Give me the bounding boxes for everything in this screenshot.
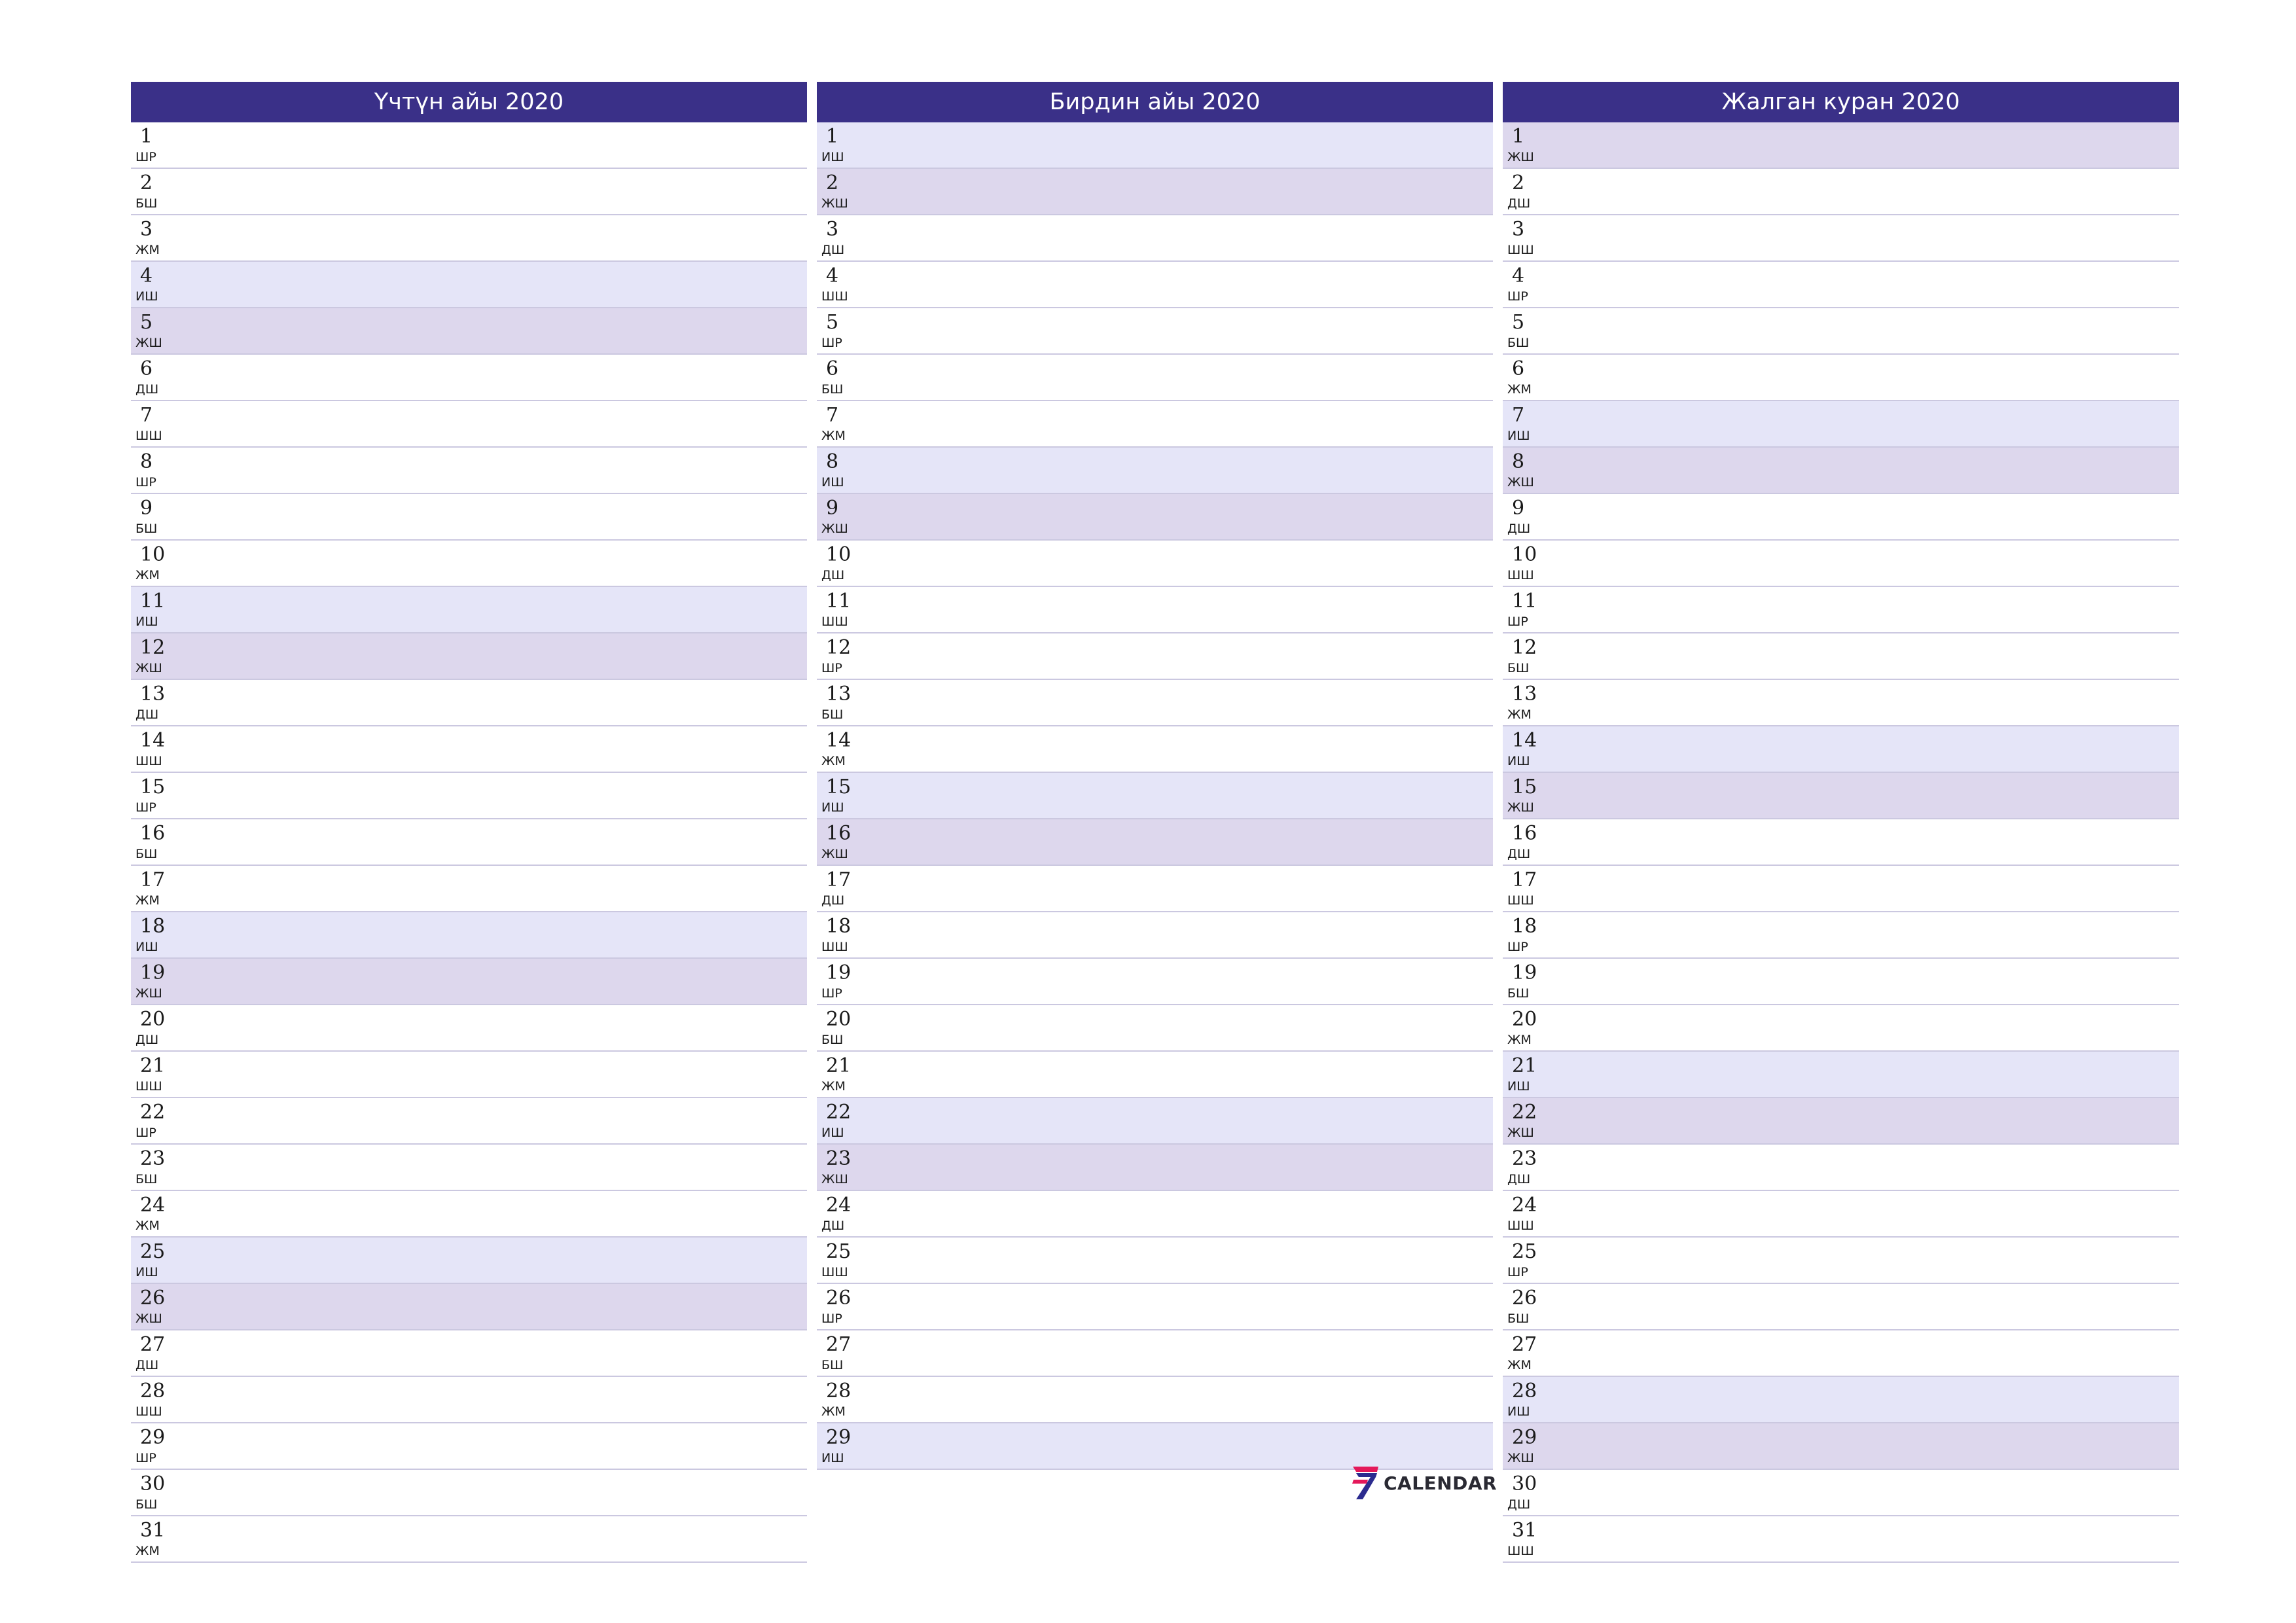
weekday-abbr: ЖМ bbox=[135, 893, 160, 908]
weekday-abbr: ЖШ bbox=[135, 1311, 162, 1326]
day-number: 20 bbox=[140, 1008, 166, 1031]
day-number: 10 bbox=[1512, 543, 1537, 566]
weekday-abbr: БШ bbox=[1507, 986, 1530, 1001]
day-row bbox=[1503, 726, 2179, 773]
day-row bbox=[817, 448, 1493, 494]
day-number: 27 bbox=[140, 1333, 166, 1356]
day-row bbox=[817, 587, 1493, 633]
weekday-abbr: ЖШ bbox=[1507, 800, 1534, 815]
day-row bbox=[1503, 587, 2179, 633]
weekday-abbr: ЖМ bbox=[1507, 1358, 1532, 1372]
day-number: 13 bbox=[140, 683, 166, 705]
day-row bbox=[817, 355, 1493, 401]
day-number: 7 bbox=[140, 404, 153, 427]
day-number: 12 bbox=[1512, 636, 1537, 659]
weekday-abbr: ШШ bbox=[1507, 1219, 1534, 1233]
weekday-abbr: ДШ bbox=[821, 1219, 845, 1233]
day-row bbox=[131, 1516, 807, 1563]
day-row bbox=[131, 215, 807, 262]
weekday-abbr: ЖМ bbox=[135, 1544, 160, 1558]
weekday-abbr: БШ bbox=[1507, 1311, 1530, 1326]
day-number: 11 bbox=[826, 590, 852, 613]
day-row bbox=[1503, 1005, 2179, 1052]
weekday-abbr: ЖШ bbox=[821, 1172, 848, 1186]
weekday-abbr: ШШ bbox=[821, 940, 848, 954]
day-number: 5 bbox=[826, 311, 839, 334]
weekday-abbr: ИШ bbox=[135, 1265, 158, 1279]
weekday-abbr: ШР bbox=[821, 336, 842, 350]
day-row bbox=[131, 262, 807, 308]
day-row bbox=[1503, 773, 2179, 819]
day-row bbox=[131, 1470, 807, 1516]
weekday-abbr: ЖМ bbox=[1507, 707, 1532, 722]
day-list bbox=[131, 122, 807, 1563]
weekday-abbr: ШШ bbox=[135, 1404, 162, 1419]
day-number: 16 bbox=[1512, 822, 1537, 845]
day-number: 17 bbox=[1512, 868, 1537, 891]
weekday-abbr: ИШ bbox=[821, 150, 844, 164]
day-row bbox=[1503, 959, 2179, 1005]
weekday-abbr: ШШ bbox=[135, 754, 162, 768]
weekday-abbr: ЖМ bbox=[821, 1404, 846, 1419]
day-number: 13 bbox=[826, 683, 852, 705]
weekday-abbr: БШ bbox=[821, 707, 844, 722]
weekday-abbr: ИШ bbox=[821, 1126, 844, 1140]
day-number: 15 bbox=[140, 776, 166, 798]
day-row bbox=[817, 912, 1493, 959]
day-list bbox=[817, 122, 1493, 1470]
weekday-abbr: ШР bbox=[1507, 289, 1528, 304]
day-number: 1 bbox=[140, 125, 153, 148]
day-number: 18 bbox=[826, 915, 852, 938]
weekday-abbr: БШ bbox=[135, 1172, 158, 1186]
day-number: 12 bbox=[140, 636, 166, 659]
day-number: 1 bbox=[1512, 125, 1525, 148]
day-number: 5 bbox=[1512, 311, 1525, 334]
weekday-abbr: ШР bbox=[135, 800, 156, 815]
day-row bbox=[131, 122, 807, 169]
day-number: 5 bbox=[140, 311, 153, 334]
day-row bbox=[817, 262, 1493, 308]
day-row bbox=[817, 215, 1493, 262]
day-number: 2 bbox=[140, 171, 153, 194]
weekday-abbr: ДШ bbox=[821, 893, 845, 908]
weekday-abbr: ЖШ bbox=[135, 986, 162, 1001]
day-number: 16 bbox=[826, 822, 852, 845]
day-number: 14 bbox=[140, 729, 166, 752]
day-row bbox=[1503, 1098, 2179, 1145]
day-number: 24 bbox=[140, 1194, 166, 1217]
day-number: 23 bbox=[140, 1147, 166, 1170]
weekday-abbr: ЖШ bbox=[1507, 475, 1534, 490]
weekday-abbr: ШШ bbox=[821, 289, 848, 304]
weekday-abbr: ДШ bbox=[1507, 196, 1531, 211]
day-row bbox=[817, 1284, 1493, 1330]
weekday-abbr: ШР bbox=[821, 661, 842, 675]
day-number: 25 bbox=[826, 1240, 852, 1263]
day-number: 28 bbox=[140, 1380, 166, 1402]
day-number: 8 bbox=[140, 450, 153, 473]
day-number: 16 bbox=[140, 822, 166, 845]
day-number: 22 bbox=[826, 1101, 852, 1124]
day-row bbox=[1503, 866, 2179, 912]
weekday-abbr: ШШ bbox=[1507, 1544, 1534, 1558]
day-row bbox=[817, 541, 1493, 587]
day-row bbox=[817, 169, 1493, 215]
day-row bbox=[1503, 1238, 2179, 1284]
weekday-abbr: ЖМ bbox=[1507, 1033, 1532, 1047]
weekday-abbr: БШ bbox=[1507, 336, 1530, 350]
day-number: 31 bbox=[140, 1519, 166, 1542]
day-row bbox=[1503, 1191, 2179, 1238]
day-number: 2 bbox=[826, 171, 839, 194]
day-number: 7 bbox=[1512, 404, 1525, 427]
day-row bbox=[131, 1423, 807, 1470]
weekday-abbr: ИШ bbox=[135, 940, 158, 954]
weekday-abbr: ШР bbox=[135, 1451, 156, 1465]
weekday-abbr: ДШ bbox=[1507, 522, 1531, 536]
day-row bbox=[131, 169, 807, 215]
day-number: 12 bbox=[826, 636, 852, 659]
day-row bbox=[131, 1098, 807, 1145]
weekday-abbr: ШШ bbox=[1507, 568, 1534, 582]
day-number: 14 bbox=[1512, 729, 1537, 752]
day-number: 13 bbox=[1512, 683, 1537, 705]
day-number: 19 bbox=[826, 961, 852, 984]
weekday-abbr: ИШ bbox=[821, 1451, 844, 1465]
day-row bbox=[817, 401, 1493, 448]
day-row bbox=[1503, 308, 2179, 355]
weekday-abbr: БШ bbox=[135, 522, 158, 536]
weekday-abbr: ЖМ bbox=[135, 243, 160, 257]
day-row bbox=[1503, 494, 2179, 541]
day-number: 6 bbox=[826, 357, 839, 380]
day-row bbox=[1503, 912, 2179, 959]
day-row bbox=[1503, 1423, 2179, 1470]
day-row bbox=[131, 541, 807, 587]
weekday-abbr: ШР bbox=[1507, 1265, 1528, 1279]
day-number: 3 bbox=[826, 218, 839, 241]
day-row bbox=[1503, 355, 2179, 401]
day-number: 21 bbox=[1512, 1054, 1537, 1077]
day-row bbox=[817, 959, 1493, 1005]
day-row bbox=[131, 1005, 807, 1052]
weekday-abbr: БШ bbox=[821, 382, 844, 397]
day-row bbox=[817, 494, 1493, 541]
weekday-abbr: ДШ bbox=[821, 243, 845, 257]
day-row bbox=[131, 1377, 807, 1423]
weekday-abbr: БШ bbox=[135, 1497, 158, 1512]
day-number: 8 bbox=[1512, 450, 1525, 473]
day-row bbox=[1503, 680, 2179, 726]
weekday-abbr: ШШ bbox=[821, 615, 848, 629]
day-number: 9 bbox=[826, 497, 839, 520]
month-header: Жалган куран 2020 bbox=[1503, 82, 2179, 122]
day-row bbox=[817, 726, 1493, 773]
day-row bbox=[131, 1145, 807, 1191]
day-number: 19 bbox=[1512, 961, 1537, 984]
day-number: 2 bbox=[1512, 171, 1525, 194]
month-header: Үчтүн айы 2020 bbox=[131, 82, 807, 122]
day-row bbox=[131, 1052, 807, 1098]
weekday-abbr: ДШ bbox=[1507, 1172, 1531, 1186]
day-number: 18 bbox=[140, 915, 166, 938]
day-row bbox=[131, 1284, 807, 1330]
day-number: 23 bbox=[1512, 1147, 1537, 1170]
day-row bbox=[131, 866, 807, 912]
day-row bbox=[131, 633, 807, 680]
weekday-abbr: ШШ bbox=[821, 1265, 848, 1279]
day-row bbox=[1503, 1330, 2179, 1377]
day-row bbox=[1503, 169, 2179, 215]
day-number: 7 bbox=[826, 404, 839, 427]
day-number: 11 bbox=[1512, 590, 1537, 613]
month-column-2 bbox=[817, 82, 1493, 1470]
day-row bbox=[817, 819, 1493, 866]
day-number: 1 bbox=[826, 125, 839, 148]
weekday-abbr: ДШ bbox=[135, 1033, 159, 1047]
day-row bbox=[131, 1238, 807, 1284]
day-row bbox=[131, 401, 807, 448]
day-number: 15 bbox=[1512, 776, 1537, 798]
day-row bbox=[131, 912, 807, 959]
weekday-abbr: БШ bbox=[1507, 661, 1530, 675]
day-number: 29 bbox=[826, 1426, 852, 1449]
weekday-abbr: ШР bbox=[821, 986, 842, 1001]
day-number: 26 bbox=[140, 1287, 166, 1310]
day-row bbox=[817, 1377, 1493, 1423]
day-number: 21 bbox=[140, 1054, 166, 1077]
day-row bbox=[817, 680, 1493, 726]
day-row bbox=[1503, 122, 2179, 169]
day-number: 22 bbox=[140, 1101, 166, 1124]
day-number: 9 bbox=[140, 497, 153, 520]
day-row bbox=[131, 680, 807, 726]
weekday-abbr: ИШ bbox=[1507, 429, 1530, 443]
day-list bbox=[1503, 122, 2179, 1563]
day-row bbox=[1503, 1145, 2179, 1191]
day-row bbox=[131, 308, 807, 355]
day-row bbox=[1503, 1052, 2179, 1098]
day-number: 25 bbox=[1512, 1240, 1537, 1263]
day-number: 14 bbox=[826, 729, 852, 752]
day-row bbox=[817, 1052, 1493, 1098]
weekday-abbr: ЖШ bbox=[821, 522, 848, 536]
day-row bbox=[817, 1330, 1493, 1377]
day-number: 20 bbox=[1512, 1008, 1537, 1031]
weekday-abbr: ШШ bbox=[135, 429, 162, 443]
day-number: 3 bbox=[140, 218, 153, 241]
day-number: 19 bbox=[140, 961, 166, 984]
day-number: 31 bbox=[1512, 1519, 1537, 1542]
weekday-abbr: ШШ bbox=[1507, 243, 1534, 257]
weekday-abbr: ЖМ bbox=[135, 568, 160, 582]
day-row bbox=[131, 773, 807, 819]
month-header: Бирдин айы 2020 bbox=[817, 82, 1493, 122]
weekday-abbr: ШР bbox=[135, 150, 156, 164]
weekday-abbr: ДШ bbox=[821, 568, 845, 582]
day-number: 10 bbox=[826, 543, 852, 566]
day-row bbox=[131, 355, 807, 401]
weekday-abbr: ДШ bbox=[135, 707, 159, 722]
day-row bbox=[131, 1191, 807, 1238]
day-row bbox=[817, 1098, 1493, 1145]
weekday-abbr: ЖШ bbox=[1507, 1451, 1534, 1465]
day-number: 17 bbox=[140, 868, 166, 891]
weekday-abbr: ЖШ bbox=[1507, 150, 1534, 164]
day-number: 24 bbox=[1512, 1194, 1537, 1217]
weekday-abbr: ИШ bbox=[1507, 1404, 1530, 1419]
month-column-3 bbox=[1503, 82, 2179, 1563]
weekday-abbr: ЖМ bbox=[135, 1219, 160, 1233]
day-row bbox=[1503, 1284, 2179, 1330]
day-row bbox=[131, 819, 807, 866]
day-number: 15 bbox=[826, 776, 852, 798]
seven-logo-icon bbox=[1351, 1465, 1380, 1501]
weekday-abbr: ЖШ bbox=[821, 196, 848, 211]
weekday-abbr: ДШ bbox=[135, 382, 159, 397]
day-row bbox=[817, 308, 1493, 355]
weekday-abbr: ЖШ bbox=[135, 336, 162, 350]
logo-text: CALENDAR bbox=[1384, 1472, 1498, 1494]
day-row bbox=[817, 122, 1493, 169]
day-row bbox=[1503, 819, 2179, 866]
day-number: 26 bbox=[1512, 1287, 1537, 1310]
weekday-abbr: БШ bbox=[821, 1033, 844, 1047]
day-row bbox=[817, 1423, 1493, 1470]
month-column-1 bbox=[131, 82, 807, 1563]
weekday-abbr: БШ bbox=[821, 1358, 844, 1372]
day-row bbox=[817, 1238, 1493, 1284]
weekday-abbr: ЖШ bbox=[135, 661, 162, 675]
day-row bbox=[131, 494, 807, 541]
day-row bbox=[1503, 448, 2179, 494]
day-row bbox=[1503, 1516, 2179, 1563]
day-row bbox=[817, 1191, 1493, 1238]
weekday-abbr: ДШ bbox=[1507, 1497, 1531, 1512]
day-number: 4 bbox=[1512, 264, 1525, 287]
day-number: 4 bbox=[140, 264, 153, 287]
day-number: 29 bbox=[140, 1426, 166, 1449]
day-number: 28 bbox=[1512, 1380, 1537, 1402]
day-row bbox=[1503, 633, 2179, 680]
weekday-abbr: ИШ bbox=[135, 289, 158, 304]
day-row bbox=[131, 726, 807, 773]
day-number: 28 bbox=[826, 1380, 852, 1402]
weekday-abbr: ЖШ bbox=[821, 847, 848, 861]
day-number: 22 bbox=[1512, 1101, 1537, 1124]
weekday-abbr: ЖШ bbox=[1507, 1126, 1534, 1140]
day-row bbox=[1503, 262, 2179, 308]
weekday-abbr: ШШ bbox=[1507, 893, 1534, 908]
day-row bbox=[817, 866, 1493, 912]
weekday-abbr: ДШ bbox=[1507, 847, 1531, 861]
day-row bbox=[1503, 1470, 2179, 1516]
day-row bbox=[817, 773, 1493, 819]
day-row bbox=[131, 1330, 807, 1377]
day-number: 26 bbox=[826, 1287, 852, 1310]
weekday-abbr: ШР bbox=[135, 1126, 156, 1140]
day-row bbox=[1503, 541, 2179, 587]
day-number: 27 bbox=[1512, 1333, 1537, 1356]
weekday-abbr: ШР bbox=[1507, 615, 1528, 629]
weekday-abbr: ШР bbox=[821, 1311, 842, 1326]
day-row bbox=[131, 448, 807, 494]
weekday-abbr: ШР bbox=[1507, 940, 1528, 954]
day-number: 29 bbox=[1512, 1426, 1537, 1449]
day-row bbox=[1503, 401, 2179, 448]
day-number: 11 bbox=[140, 590, 166, 613]
weekday-abbr: ЖМ bbox=[1507, 382, 1532, 397]
day-number: 8 bbox=[826, 450, 839, 473]
day-number: 27 bbox=[826, 1333, 852, 1356]
day-row bbox=[817, 633, 1493, 680]
day-row bbox=[131, 587, 807, 633]
day-number: 9 bbox=[1512, 497, 1525, 520]
day-number: 17 bbox=[826, 868, 852, 891]
weekday-abbr: ИШ bbox=[821, 475, 844, 490]
day-number: 30 bbox=[1512, 1472, 1537, 1495]
day-number: 6 bbox=[140, 357, 153, 380]
day-row bbox=[817, 1145, 1493, 1191]
weekday-abbr: ЖМ bbox=[821, 754, 846, 768]
day-number: 3 bbox=[1512, 218, 1525, 241]
weekday-abbr: ИШ bbox=[1507, 754, 1530, 768]
weekday-abbr: ИШ bbox=[1507, 1079, 1530, 1094]
day-number: 18 bbox=[1512, 915, 1537, 938]
weekday-abbr: ИШ bbox=[135, 615, 158, 629]
day-row bbox=[1503, 1377, 2179, 1423]
weekday-abbr: ДШ bbox=[135, 1358, 159, 1372]
day-number: 21 bbox=[826, 1054, 852, 1077]
weekday-abbr: БШ bbox=[135, 196, 158, 211]
weekday-abbr: ШР bbox=[135, 475, 156, 490]
day-number: 30 bbox=[140, 1472, 166, 1495]
weekday-abbr: БШ bbox=[135, 847, 158, 861]
day-number: 24 bbox=[826, 1194, 852, 1217]
brand-logo bbox=[1351, 1465, 1497, 1501]
weekday-abbr: ЖМ bbox=[821, 1079, 846, 1094]
day-row bbox=[131, 959, 807, 1005]
day-number: 6 bbox=[1512, 357, 1525, 380]
day-number: 10 bbox=[140, 543, 166, 566]
day-number: 23 bbox=[826, 1147, 852, 1170]
day-number: 4 bbox=[826, 264, 839, 287]
weekday-abbr: ШШ bbox=[135, 1079, 162, 1094]
day-number: 20 bbox=[826, 1008, 852, 1031]
day-row bbox=[1503, 215, 2179, 262]
weekday-abbr: ЖМ bbox=[821, 429, 846, 443]
day-row bbox=[817, 1005, 1493, 1052]
day-number: 25 bbox=[140, 1240, 166, 1263]
weekday-abbr: ИШ bbox=[821, 800, 844, 815]
